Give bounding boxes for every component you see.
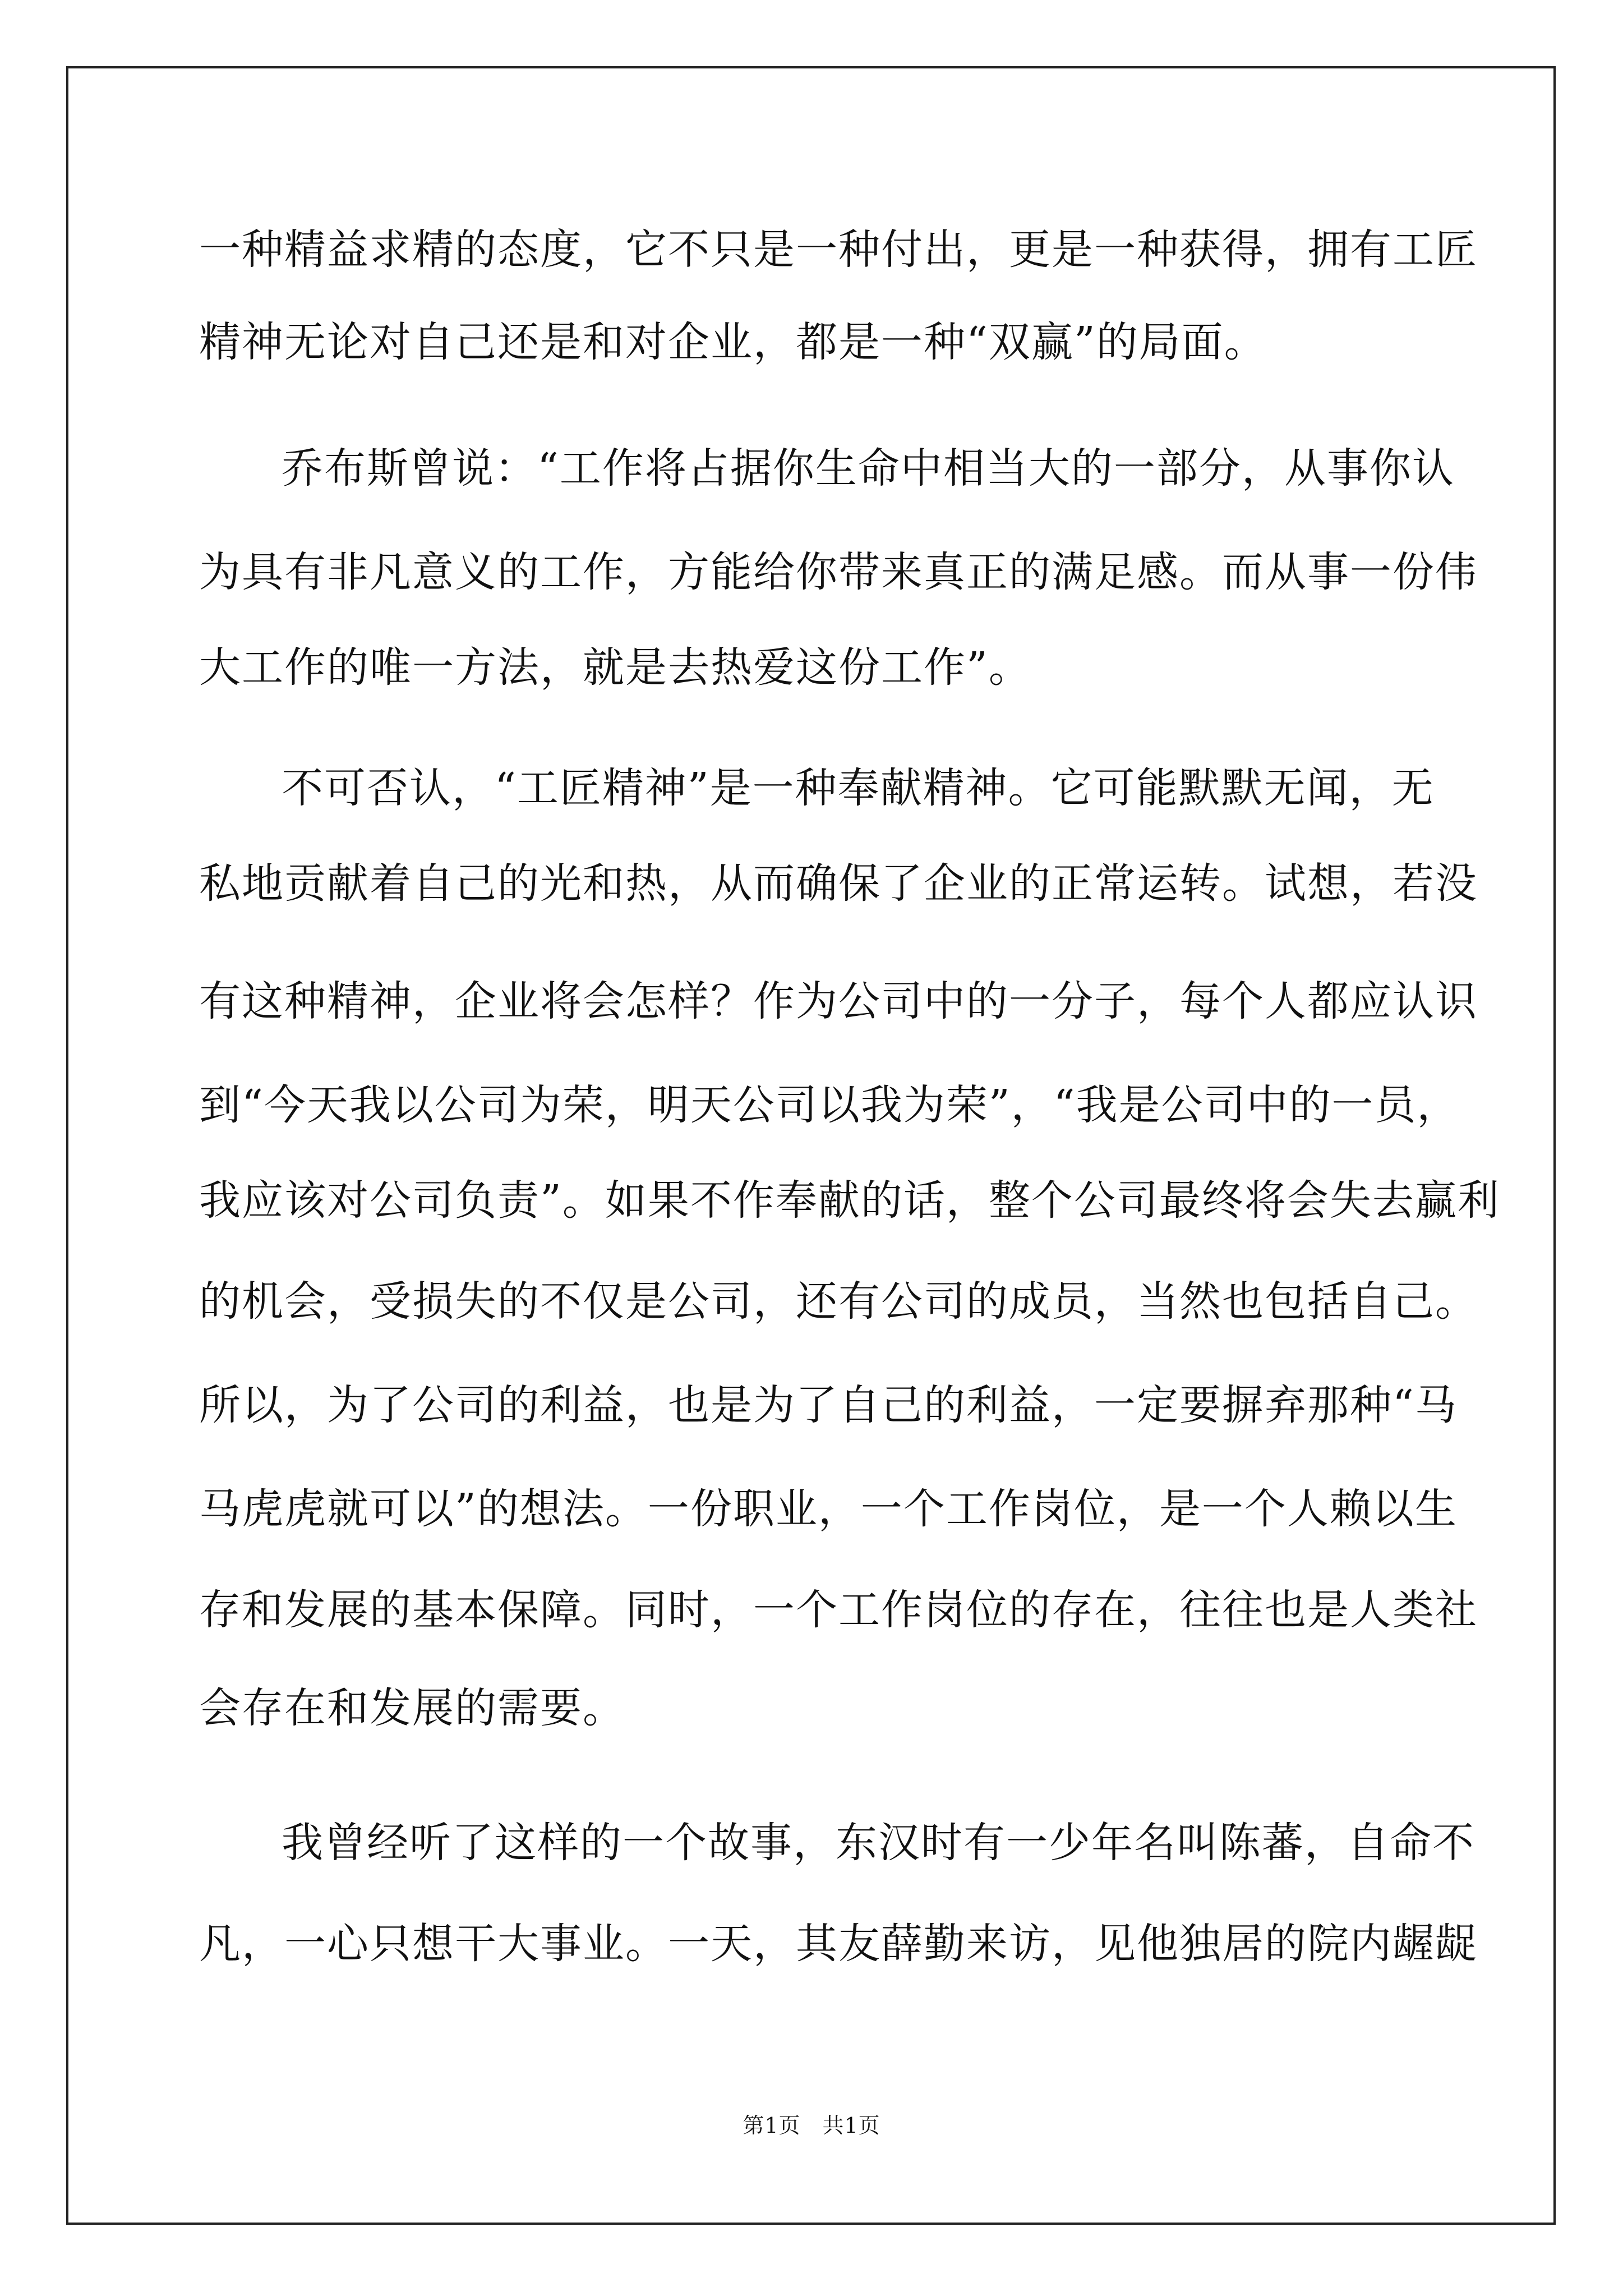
text-line: 大工作的唯一方法，就是去热爱这份工作”。 xyxy=(199,643,1031,692)
text-line: 存和发展的基本保障。同时，一个工作岗位的存在，往往也是人类社 xyxy=(199,1586,1478,1634)
text-line: 精神无论对自己还是和对企业，都是一种“双赢”的局面。 xyxy=(199,318,1267,366)
text-line: 所以，为了公司的利益，也是为了自己的利益，一定要摒弃那种“马 xyxy=(199,1381,1458,1429)
text-line: 为具有非凡意义的工作，方能给你带来真正的满足感。而从事一份伟 xyxy=(199,548,1478,596)
page-number-footer: 第1页 共1页 xyxy=(743,2113,880,2138)
text-line: 马虎虎就可以”的想法。一份职业，一个工作岗位，是一个人赖以生 xyxy=(199,1485,1458,1533)
paragraph-start-line: 我曾经听了这样的一个故事，东汉时有一少年名叫陈蕃，自命不 xyxy=(282,1819,1475,1867)
text-line: 有这种精神，企业将会怎样？作为公司中的一分子，每个人都应认识 xyxy=(199,977,1478,1025)
text-line: 到“今天我以公司为荣，明天公司以我为荣”，“我是公司中的一员， xyxy=(199,1081,1460,1129)
page-border xyxy=(66,66,1556,2225)
text-line: 一种精益求精的态度，它不只是一种付出，更是一种获得，拥有工匠 xyxy=(199,226,1478,274)
text-line: 会存在和发展的需要。 xyxy=(199,1684,625,1732)
text-line: 私地贡献着自己的光和热，从而确保了企业的正常运转。试想，若没 xyxy=(199,859,1478,908)
paragraph-start-line: 不可否认，“工匠精神”是一种奉献精神。它可能默默无闻，无 xyxy=(282,764,1435,812)
text-line: 我应该对公司负责”。如果不作奉献的话，整个公司最终将会失去赢利 xyxy=(199,1176,1500,1225)
text-line: 凡，一心只想干大事业。一天，其友薛勤来访，见他独居的院内龌龊 xyxy=(199,1920,1478,1968)
paragraph-start-line: 乔布斯曾说：“工作将占据你生命中相当大的一部分，从事你认 xyxy=(282,444,1455,493)
text-line: 的机会，受损失的不仅是公司，还有公司的成员，当然也包括自己。 xyxy=(199,1277,1478,1326)
